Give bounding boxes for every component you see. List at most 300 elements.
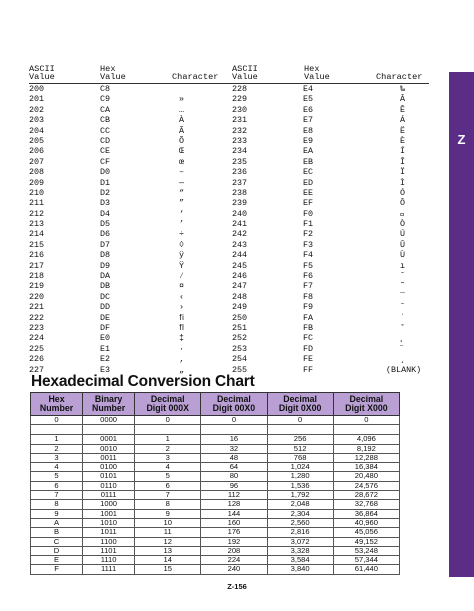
table-cell: 6	[135, 481, 201, 490]
table-cell: 10	[135, 518, 201, 527]
table-cell: 6	[31, 481, 83, 490]
ascii-char: ◊	[179, 239, 185, 250]
ascii-row	[232, 250, 432, 260]
ascii-char: œ	[179, 156, 185, 167]
table-row	[31, 556, 400, 565]
ascii-hex: D0	[100, 167, 111, 178]
table-cell: 40,960	[333, 518, 399, 527]
ascii-hex: D8	[100, 250, 111, 261]
ascii-char: ˆ	[400, 271, 406, 282]
ascii-dec: 208	[29, 167, 45, 178]
hex-column-header-line: Decimal	[283, 393, 317, 404]
ascii-row	[232, 146, 432, 156]
table-cell: D	[31, 546, 83, 555]
hex-column-header-line: Decimal	[150, 393, 185, 404]
ascii-hex: D6	[100, 229, 111, 240]
col-hex-2: Hex	[304, 64, 320, 74]
ascii-hex: E8	[303, 125, 314, 136]
ascii-hex: DF	[100, 322, 111, 333]
ascii-hex: FA	[303, 312, 314, 323]
table-spacer-row	[31, 425, 400, 435]
ascii-char: ‘	[179, 208, 185, 219]
ascii-char: Ã	[179, 125, 185, 136]
ascii-row	[29, 178, 229, 188]
ascii-char: ˚	[400, 322, 406, 333]
ascii-char: ⁄	[179, 271, 185, 282]
ascii-dec: 255	[232, 364, 248, 375]
table-cell: 12,288	[333, 453, 399, 462]
ascii-row	[232, 313, 432, 323]
ascii-char: ˝	[400, 343, 406, 354]
ascii-dec: 210	[29, 187, 45, 198]
hex-column-header	[201, 393, 267, 416]
table-cell: 7	[31, 491, 83, 500]
table-cell: 1	[135, 435, 201, 444]
hex-column-header	[83, 393, 135, 416]
table-cell: 80	[201, 472, 267, 481]
ascii-row	[29, 250, 229, 260]
ascii-dec: 234	[232, 146, 248, 157]
ascii-table	[29, 64, 429, 82]
ascii-char: ı	[400, 260, 406, 271]
table-row	[31, 416, 400, 425]
ascii-char: ”	[179, 198, 185, 209]
table-cell: 14	[135, 556, 201, 565]
ascii-char: Ë	[400, 125, 406, 136]
hex-column-header-line: Decimal	[217, 393, 251, 404]
ascii-char: “	[179, 187, 185, 198]
table-cell: 256	[267, 435, 333, 444]
table-cell: 5	[135, 472, 201, 481]
ascii-row	[232, 333, 432, 343]
table-row	[31, 537, 400, 546]
table-cell-empty	[83, 425, 135, 435]
table-cell: 0101	[83, 472, 135, 481]
ascii-table-header	[29, 64, 429, 82]
table-cell-empty	[135, 425, 201, 435]
ascii-hex: EA	[303, 146, 314, 157]
table-cell: 0011	[83, 453, 135, 462]
hex-column-header	[333, 393, 399, 416]
table-cell-empty	[267, 425, 333, 435]
ascii-row	[29, 240, 229, 250]
ascii-dec: 251	[232, 322, 248, 333]
ascii-row	[232, 94, 432, 104]
ascii-hex: ED	[303, 177, 314, 188]
ascii-right-column	[232, 84, 432, 375]
ascii-row	[232, 365, 432, 375]
ascii-dec: 240	[232, 208, 248, 219]
ascii-row	[232, 292, 432, 302]
col-value-2: Value	[232, 72, 258, 82]
table-cell: 128	[201, 500, 267, 509]
ascii-dec: 246	[232, 271, 248, 282]
ascii-char: Ê	[400, 104, 406, 115]
hex-column-header-line: Decimal	[349, 393, 384, 404]
ascii-dec: 224	[29, 333, 45, 344]
table-cell: 16,384	[333, 463, 399, 472]
ascii-hex: E0	[100, 333, 111, 344]
ascii-row	[232, 84, 432, 94]
ascii-hex: FE	[303, 354, 314, 365]
col-ascii-2: ASCII	[232, 64, 258, 74]
table-cell: 1011	[83, 528, 135, 537]
ascii-row	[29, 333, 229, 343]
table-cell: 768	[267, 453, 333, 462]
table-cell: 1111	[83, 565, 135, 574]
ascii-row	[29, 219, 229, 229]
table-cell-empty	[31, 425, 83, 435]
ascii-hex: E1	[100, 343, 111, 354]
table-cell: 61,440	[333, 565, 399, 574]
table-cell: 1001	[83, 509, 135, 518]
ascii-char: Ù	[400, 250, 406, 261]
table-cell: 2,816	[267, 528, 333, 537]
table-row	[31, 518, 400, 527]
ascii-hex: F0	[303, 208, 314, 219]
ascii-left-column	[29, 84, 229, 375]
ascii-char: Õ	[179, 135, 185, 146]
ascii-row	[29, 157, 229, 167]
ascii-row	[232, 178, 432, 188]
table-cell: 1100	[83, 537, 135, 546]
table-cell: 4	[31, 463, 83, 472]
table-row	[31, 546, 400, 555]
ascii-dec: 254	[232, 354, 248, 365]
ascii-dec: 211	[29, 198, 45, 209]
ascii-hex: EB	[303, 156, 314, 167]
ascii-dec: 230	[232, 104, 248, 115]
table-cell: 3,840	[267, 565, 333, 574]
col-character-1: Character	[172, 72, 219, 82]
ascii-dec: 214	[29, 229, 45, 240]
table-cell: 96	[201, 481, 267, 490]
ascii-char: (BLANK)	[386, 364, 422, 375]
ascii-hex: F6	[303, 271, 314, 282]
ascii-dec: 244	[232, 250, 248, 261]
table-row	[31, 528, 400, 537]
table-row	[31, 509, 400, 518]
hex-column-header-line: Hex	[48, 393, 65, 404]
table-cell: 45,056	[333, 528, 399, 537]
table-cell: E	[31, 556, 83, 565]
ascii-hex: E7	[303, 115, 314, 126]
table-cell: 2,048	[267, 500, 333, 509]
ascii-hex: EF	[303, 198, 314, 209]
ascii-dec: 229	[232, 94, 248, 105]
table-cell: 192	[201, 537, 267, 546]
table-cell: 0	[267, 416, 333, 425]
ascii-dec: 223	[29, 322, 45, 333]
ascii-hex: DD	[100, 302, 111, 313]
ascii-hex: F4	[303, 250, 314, 261]
table-cell: 2,304	[267, 509, 333, 518]
table-cell: 5	[31, 472, 83, 481]
ascii-row	[232, 198, 432, 208]
table-cell: 1	[31, 435, 83, 444]
table-row	[31, 472, 400, 481]
table-cell: 13	[135, 546, 201, 555]
table-row	[31, 481, 400, 490]
table-cell: 24,576	[333, 481, 399, 490]
table-cell-empty	[333, 425, 399, 435]
ascii-char: ‹	[179, 291, 185, 302]
table-cell: 20,480	[333, 472, 399, 481]
ascii-row	[232, 105, 432, 115]
ascii-dec: 209	[29, 177, 45, 188]
ascii-dec: 238	[232, 187, 248, 198]
table-cell: 48	[201, 453, 267, 462]
ascii-dec: 242	[232, 229, 248, 240]
ascii-dec: 228	[232, 84, 248, 94]
hex-column-header-line: Number	[39, 403, 74, 413]
ascii-char: ‰	[400, 84, 406, 94]
table-cell: 32,768	[333, 500, 399, 509]
ascii-dec: 216	[29, 250, 45, 261]
ascii-char: ·	[179, 343, 185, 354]
ascii-row	[232, 240, 432, 250]
table-cell: 0	[31, 416, 83, 425]
table-cell: 1,280	[267, 472, 333, 481]
ascii-dec: 226	[29, 354, 45, 365]
table-cell: 240	[201, 565, 267, 574]
ascii-dec: 217	[29, 260, 45, 271]
col-hexvalue-1: Value	[100, 72, 126, 82]
side-tab-letter: Z	[457, 132, 466, 147]
table-cell: 1000	[83, 500, 135, 509]
table-row	[31, 435, 400, 444]
ascii-char: —	[179, 177, 185, 188]
table-cell: 0010	[83, 444, 135, 453]
ascii-dec: 204	[29, 125, 45, 136]
table-cell: 53,248	[333, 546, 399, 555]
ascii-char: È	[400, 135, 406, 146]
ascii-char: ¯	[400, 291, 406, 302]
ascii-dec: 239	[232, 198, 248, 209]
ascii-hex: D3	[100, 198, 111, 209]
ascii-hex: FB	[303, 322, 314, 333]
table-cell: 1,792	[267, 491, 333, 500]
ascii-char: ÷	[179, 229, 185, 240]
hex-column-header-line: Binary	[94, 393, 123, 404]
ascii-char: –	[179, 167, 185, 178]
ascii-dec: 215	[29, 239, 45, 250]
table-cell: 9	[135, 509, 201, 518]
table-cell: 28,672	[333, 491, 399, 500]
ascii-dec: 221	[29, 302, 45, 313]
hex-column-header-line: Number	[91, 403, 126, 413]
ascii-hex: EE	[303, 187, 314, 198]
ascii-char: ˙	[400, 312, 406, 323]
ascii-hex: CF	[100, 156, 111, 167]
ascii-char: ¤	[179, 281, 185, 292]
ascii-row	[29, 115, 229, 125]
hex-chart-title: Hexadecimal Conversion Chart	[31, 373, 255, 390]
ascii-hex: D4	[100, 208, 111, 219]
table-cell: 144	[201, 509, 267, 518]
ascii-hex: F9	[303, 302, 314, 313]
ascii-dec: 245	[232, 260, 248, 271]
col-hex-1: Hex	[100, 64, 116, 74]
ascii-row	[232, 209, 432, 219]
ascii-dec: 231	[232, 115, 248, 126]
table-cell: 0000	[83, 416, 135, 425]
ascii-dec: 213	[29, 219, 45, 230]
ascii-row	[29, 188, 229, 198]
ascii-row	[29, 292, 229, 302]
ascii-row	[29, 84, 229, 94]
ascii-row	[232, 323, 432, 333]
table-cell: 4,096	[333, 435, 399, 444]
ascii-hex: F7	[303, 281, 314, 292]
ascii-hex: EC	[303, 167, 314, 178]
table-row	[31, 463, 400, 472]
ascii-char: ¸	[400, 333, 406, 344]
ascii-char: Û	[400, 239, 406, 250]
ascii-hex: E5	[303, 94, 314, 105]
ascii-dec: 232	[232, 125, 248, 136]
ascii-dec: 252	[232, 333, 248, 344]
ascii-char: »	[179, 94, 185, 105]
table-cell: 12	[135, 537, 201, 546]
ascii-row	[29, 105, 229, 115]
ascii-row	[232, 167, 432, 177]
side-tab	[449, 72, 474, 577]
table-cell: 3	[31, 453, 83, 462]
table-cell: 0111	[83, 491, 135, 500]
ascii-row	[29, 323, 229, 333]
ascii-hex: F8	[303, 291, 314, 302]
ascii-char: ˜	[400, 281, 406, 292]
col-character-2: Character	[376, 72, 423, 82]
ascii-hex: CA	[100, 104, 111, 115]
ascii-hex: FF	[303, 364, 314, 375]
ascii-char: ﬂ	[179, 322, 185, 333]
ascii-char: ˛	[400, 354, 406, 365]
ascii-hex: CE	[100, 146, 111, 157]
ascii-row	[232, 157, 432, 167]
ascii-hex: D2	[100, 187, 111, 198]
ascii-hex: CB	[100, 115, 111, 126]
hex-column-header	[135, 393, 201, 416]
hex-column-header	[31, 393, 83, 416]
ascii-char: …	[179, 104, 185, 115]
ascii-dec: 235	[232, 156, 248, 167]
ascii-row	[232, 229, 432, 239]
ascii-dec: 206	[29, 146, 45, 157]
ascii-char: Ó	[400, 187, 406, 198]
ascii-hex: DA	[100, 271, 111, 282]
col-value-1: Value	[29, 72, 55, 82]
table-cell: 2	[31, 444, 83, 453]
ascii-hex: E2	[100, 354, 111, 365]
table-cell: 208	[201, 546, 267, 555]
hex-column-header-line: Digit 000X	[146, 403, 189, 413]
table-cell: 16	[201, 435, 267, 444]
ascii-char: Ò	[400, 219, 406, 230]
ascii-char: „	[179, 364, 185, 375]
ascii-row	[29, 136, 229, 146]
ascii-row	[29, 271, 229, 281]
ascii-dec: 249	[232, 302, 248, 313]
table-cell: 9	[31, 509, 83, 518]
ascii-hex: F2	[303, 229, 314, 240]
ascii-dec: 220	[29, 291, 45, 302]
table-cell: 176	[201, 528, 267, 537]
ascii-hex: E9	[303, 135, 314, 146]
ascii-row	[29, 261, 229, 271]
ascii-dec: 219	[29, 281, 45, 292]
ascii-hex: C9	[100, 94, 111, 105]
ascii-row	[232, 271, 432, 281]
ascii-hex: E3	[100, 364, 111, 375]
ascii-dec: 225	[29, 343, 45, 354]
ascii-dec: 250	[232, 312, 248, 323]
table-cell: 0100	[83, 463, 135, 472]
ascii-row	[232, 126, 432, 136]
ascii-hex: CC	[100, 125, 111, 136]
hex-column-header-line: Digit X000	[345, 403, 388, 413]
ascii-dec: 202	[29, 104, 45, 115]
table-row	[31, 491, 400, 500]
ascii-dec: 227	[29, 364, 45, 375]
ascii-dec: 248	[232, 291, 248, 302]
ascii-char: ÿ	[179, 250, 185, 261]
table-cell: 2,560	[267, 518, 333, 527]
col-hexvalue-2: Value	[304, 72, 330, 82]
table-cell: 36,864	[333, 509, 399, 518]
table-cell: 8	[31, 500, 83, 509]
table-cell: 0	[333, 416, 399, 425]
ascii-row	[232, 354, 432, 364]
ascii-dec: 233	[232, 135, 248, 146]
table-cell: 15	[135, 565, 201, 574]
ascii-dec: 243	[232, 239, 248, 250]
ascii-row	[29, 94, 229, 104]
table-cell: 3,328	[267, 546, 333, 555]
table-cell: 0001	[83, 435, 135, 444]
table-cell: 0	[135, 416, 201, 425]
ascii-char: À	[179, 115, 185, 126]
table-cell: 8	[135, 500, 201, 509]
ascii-row	[232, 302, 432, 312]
table-cell: 512	[267, 444, 333, 453]
ascii-dec: 253	[232, 343, 248, 354]
ascii-char: ‚	[179, 354, 185, 365]
ascii-hex: FD	[303, 343, 314, 354]
ascii-hex: D9	[100, 260, 111, 271]
table-cell: 112	[201, 491, 267, 500]
hex-column-header	[267, 393, 333, 416]
col-ascii-1: ASCII	[29, 64, 55, 74]
ascii-char: Í	[400, 146, 406, 157]
hex-column-header-line: Digit 00X0	[212, 403, 256, 413]
table-row	[31, 500, 400, 509]
table-cell: B	[31, 528, 83, 537]
ascii-dec: 241	[232, 219, 248, 230]
table-cell: 1,536	[267, 481, 333, 490]
ascii-char: Á	[400, 115, 406, 126]
ascii-char: Â	[400, 94, 406, 105]
table-row	[31, 453, 400, 462]
ascii-char: ˘	[400, 302, 406, 313]
ascii-hex: C8	[100, 84, 111, 94]
ascii-row	[29, 146, 229, 156]
ascii-row	[29, 126, 229, 136]
table-cell: 1010	[83, 518, 135, 527]
ascii-dec: 222	[29, 312, 45, 323]
table-cell: C	[31, 537, 83, 546]
